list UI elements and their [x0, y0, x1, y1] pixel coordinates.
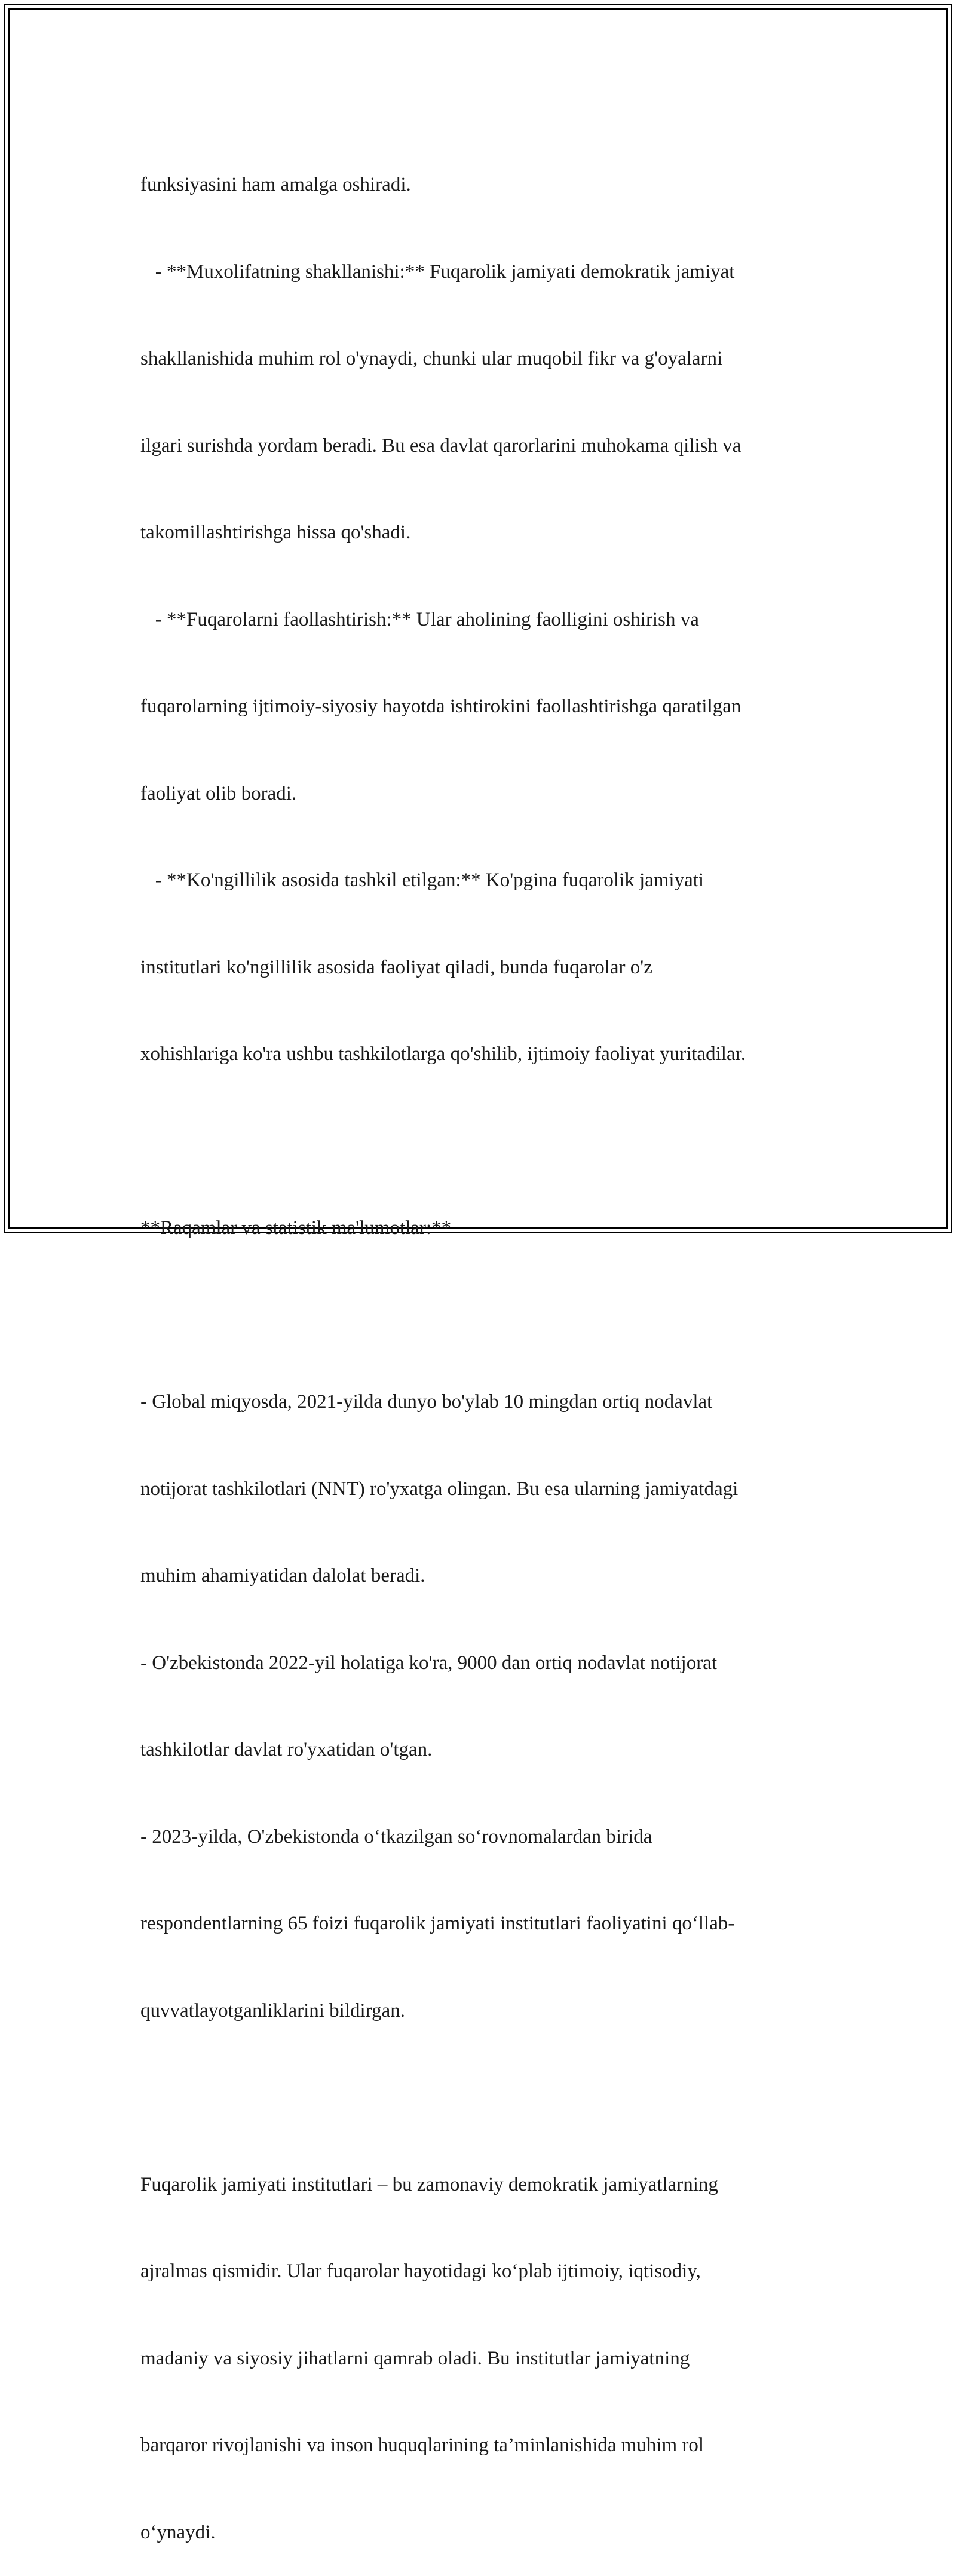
text-line: - **Muxolifatning shakllanishi:** Fuqarolik jamiyati demokratik jamiyat [140, 261, 735, 283]
text-line: - O'zbekistonda 2022-yil holatiga ko'ra, 9000 dan ortiq nodavlat notijorat [140, 1652, 718, 1674]
text-line: notijorat tashkilotlari (NNT) ro'yxatga olingan. Bu esa ularning jamiyatdagi [140, 1478, 739, 1500]
text-line: - 2023-yilda, O'zbekistonda o‘tkazilgan so‘rovnomalardan birida [140, 1825, 652, 1848]
section-heading: **Raqamlar va statistik ma'lumotlar:** [140, 1217, 452, 1239]
text-line: muhim ahamiyatidan dalolat beradi. [140, 1565, 425, 1586]
text-line: madaniy va siyosiy jihatlarni qamrab oladi. Bu institutlar jamiyatning [140, 2347, 690, 2369]
text-line: ajralmas qismidir. Ular fuqarolar hayotidagi ko‘plab ijtimoiy, iqtisodiy, [140, 2260, 701, 2282]
text-line: tashkilotlar davlat ro'yxatidan o'tgan. [140, 1739, 433, 1760]
blank-line [140, 1127, 845, 1156]
text-line: respondentlarning 65 foizi fuqarolik jamiyati institutlari faoliyatini qo‘llab- [140, 1913, 735, 1934]
blank-line [140, 2083, 845, 2112]
text-line: barqaror rivojlanishi va inson huquqlarining ta’minlanishida muhim rol [140, 2434, 704, 2456]
text-line: o‘ynaydi. [140, 2521, 216, 2543]
text-line: xohishlariga ko'ra ushbu tashkilotlarga qo'shilib, ijtimoiy faoliyat yuritadilar. [140, 1043, 746, 1065]
text-line: - **Ko'ngillilik asosida tashkil etilgan:** Ko'pgina fuqarolik jamiyati [140, 869, 704, 891]
document-body [140, 112, 845, 2576]
blank-line [140, 1301, 845, 1330]
text-line: funksiyasini ham amalga oshiradi. [140, 174, 411, 195]
text-line: Fuqarolik jamiyati institutlari – bu zamonaviy demokratik jamiyatlarning [140, 2173, 718, 2195]
text-line: shakllanishida muhim rol o'ynaydi, chunki ular muqobil fikr va g'oyalarni [140, 348, 723, 369]
text-line: faoliyat olib boradi. [140, 782, 297, 804]
text-line: fuqarolarning ijtimoiy-siyosiy hayotda ishtirokini faollashtirishga qaratilgan [140, 696, 741, 717]
text-line: ilgari surishda yordam beradi. Bu esa davlat qarorlarini muhokama qilish va [140, 434, 741, 457]
text-line: takomillashtirishga hissa qo'shadi. [140, 522, 411, 543]
text-line: institutlari ko'ngillilik asosida faoliyat qiladi, bunda fuqarolar o'z [140, 956, 652, 978]
text-line: quvvatlayotganliklarini bildirgan. [140, 1999, 405, 2021]
text-line: - **Fuqarolarni faollashtirish:** Ular aholining faolligini oshirish va [140, 608, 699, 630]
text-line: - Global miqyosda, 2021-yilda dunyo bo'ylab 10 mingdan ortiq nodavlat [140, 1391, 713, 1413]
